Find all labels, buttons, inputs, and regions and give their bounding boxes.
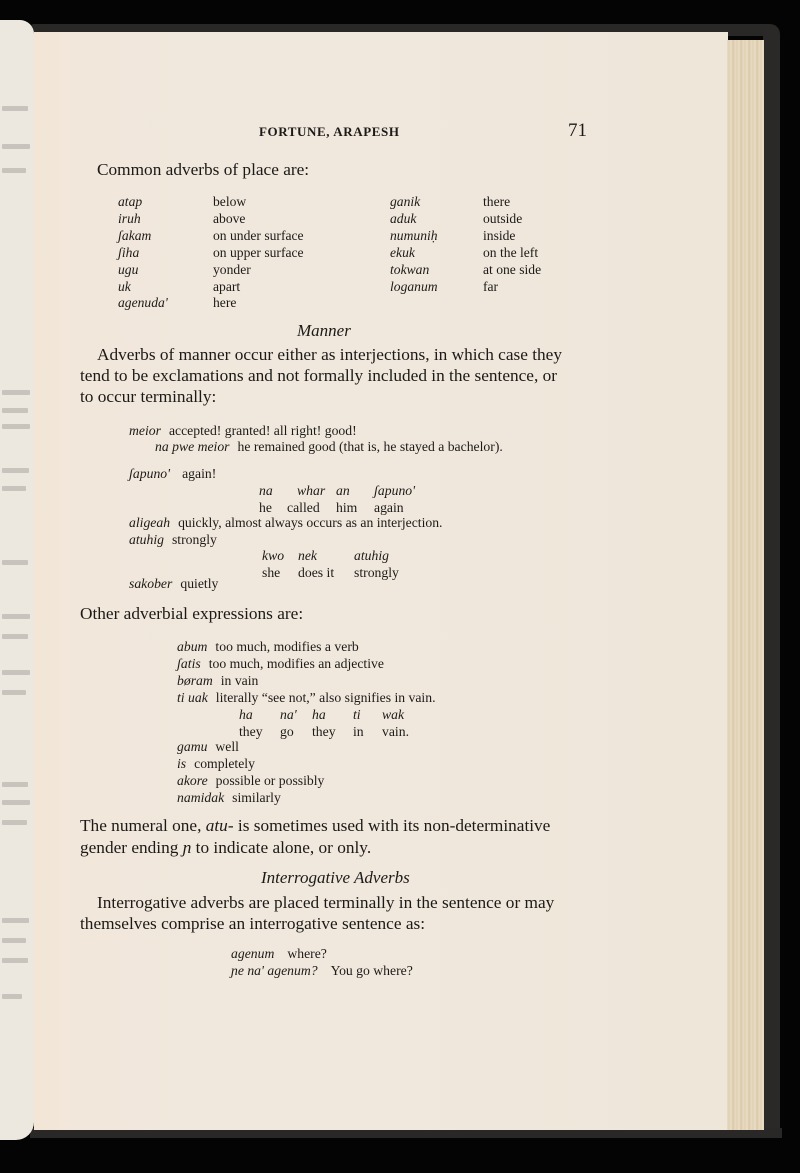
interlinear-gloss: called — [287, 500, 320, 515]
adverb-gloss: outside — [483, 210, 523, 226]
adverb-word: ugu — [118, 261, 139, 277]
interlinear-gloss: vain. — [382, 724, 409, 739]
manner-entry — [129, 514, 442, 531]
interlinear-word: na — [259, 483, 273, 498]
facing-page-text-fragment — [2, 486, 26, 491]
facing-page-text-fragment — [2, 560, 28, 565]
adverb-gloss: on under surface — [213, 227, 304, 243]
manner-gloss: accepted! granted! all right! good! — [168, 423, 357, 438]
interrogative-entry — [231, 962, 413, 979]
interlinear-word: ha — [239, 707, 253, 722]
facing-page-text-fragment — [2, 106, 28, 111]
adverb-gloss: there — [483, 194, 511, 209]
manner-entry — [155, 438, 503, 455]
adverb-gloss: apart — [213, 278, 241, 294]
manner-paragraph-line: Adverbs of manner occur either as interjections, in which case they — [97, 345, 562, 364]
adverb-word: ʃakam — [118, 227, 152, 243]
adverb-gloss: above — [213, 210, 246, 226]
manner-term: na pwe meior — [155, 439, 230, 454]
section-heading-interrogative: Interrogative Adverbs — [261, 868, 410, 887]
manner-term: atuhig — [129, 532, 164, 547]
interlinear-gloss: they — [312, 724, 336, 739]
facing-page-text-fragment — [2, 670, 30, 675]
facing-page-text-fragment — [2, 690, 26, 695]
interrogative-term: ɲe na' agenum? — [231, 963, 318, 978]
numeral-paragraph-line — [80, 815, 590, 836]
interrogative-entry — [231, 945, 327, 962]
adverb-gloss: yonder — [213, 261, 251, 277]
other-gloss: well — [215, 739, 239, 754]
manner-gloss: quietly — [180, 576, 219, 591]
section-heading-manner: Manner — [297, 321, 351, 340]
adverb-gloss: on the left — [483, 244, 539, 260]
interlinear-word: whar — [297, 483, 326, 498]
book-cover-right-edge — [763, 30, 780, 1138]
numeral-term: atu- — [205, 816, 234, 835]
adverb-gloss — [483, 295, 541, 312]
place-adverb-row — [118, 262, 541, 279]
numeral-text: gender ending — [80, 838, 183, 857]
other-term: børam — [177, 673, 213, 688]
interlinear-gloss: does it — [298, 565, 335, 580]
adverb-word: ganik — [390, 194, 421, 209]
adverb-word: uk — [118, 278, 131, 294]
interlinear-word: an — [336, 483, 350, 498]
facing-page-text-fragment — [2, 938, 26, 943]
interrogative-gloss: You go where? — [330, 963, 413, 978]
other-entry — [177, 672, 258, 689]
manner-gloss: he remained good (that is, he stayed a bachelor). — [237, 439, 503, 454]
interlinear-gloss: him — [336, 500, 358, 515]
adverb-word: iruh — [118, 210, 141, 226]
manner-paragraph-line: tend to be exclamations and not formally included in the sentence, or — [80, 366, 558, 385]
manner-term: meior — [129, 423, 161, 438]
facing-page-sliver — [0, 20, 34, 1140]
interlinear-word: kwo — [262, 548, 285, 563]
manner-term: sakober — [129, 576, 173, 591]
other-entry — [177, 755, 255, 772]
interlinear-gloss: they — [239, 724, 263, 739]
manner-gloss: again! — [182, 466, 217, 481]
interlinear-word: ha — [312, 707, 326, 722]
page-number: 71 — [568, 120, 587, 141]
facing-page-text-fragment — [2, 634, 28, 639]
other-entry — [177, 789, 281, 806]
interlinear-word: atuhig — [354, 548, 389, 563]
place-adverb-row — [118, 245, 541, 262]
other-term: ti uak — [177, 690, 208, 705]
interlinear-gloss: in — [353, 724, 364, 739]
other-gloss: completely — [194, 756, 255, 771]
numeral-term: ɲ — [182, 838, 192, 857]
adverb-word — [390, 295, 483, 312]
interlinear-word: wak — [382, 707, 405, 722]
adverb-gloss: below — [213, 194, 247, 209]
numeral-text: The numeral one, — [80, 816, 206, 835]
other-entry — [177, 772, 324, 789]
other-entry — [177, 689, 436, 706]
intro-other-adverbial: Other adverbial expressions are: — [80, 604, 304, 623]
facing-page-text-fragment — [2, 390, 30, 395]
manner-entry — [129, 531, 217, 548]
adverb-word: aduk — [390, 210, 417, 226]
manner-term: aligeah — [129, 515, 171, 530]
adverb-word: agenuda' — [118, 295, 168, 311]
manner-paragraph-line: to occur terminally: — [80, 387, 217, 406]
interlinear-gloss: she — [262, 565, 281, 580]
facing-page-text-fragment — [2, 144, 30, 149]
interlinear-gloss: again — [374, 500, 404, 515]
adverb-gloss: inside — [483, 227, 516, 243]
facing-page-text-fragment — [2, 408, 28, 413]
numeral-paragraph-line — [80, 837, 590, 858]
other-gloss: literally “see not,” also signifies in vain. — [215, 690, 436, 705]
place-adverb-row — [118, 194, 541, 211]
interlinear-word: na' — [280, 707, 297, 722]
other-term: abum — [177, 639, 208, 654]
numeral-text: to indicate alone, or only. — [191, 838, 372, 857]
other-term: ʃatis — [177, 656, 201, 671]
other-gloss: possible or possibly — [215, 773, 325, 788]
numeral-text: is sometimes used with its non-determinative — [233, 816, 551, 835]
other-gloss: in vain — [220, 673, 259, 688]
interrogative-term: agenum — [231, 946, 275, 961]
adverb-gloss: on upper surface — [213, 244, 304, 260]
adverb-gloss: far — [483, 278, 499, 294]
facing-page-text-fragment — [2, 994, 22, 999]
other-gloss: similarly — [232, 790, 281, 805]
running-head: FORTUNE, ARAPESH — [259, 124, 400, 139]
interlinear-word: ʃapuno' — [374, 483, 416, 498]
facing-page-text-fragment — [2, 782, 28, 787]
manner-gloss: quickly, almost always occurs as an interjection. — [178, 515, 443, 530]
facing-page-text-fragment — [2, 614, 30, 619]
facing-page-text-fragment — [2, 918, 29, 923]
other-gloss: too much, modifies an adjective — [208, 656, 384, 671]
adverb-gloss: here — [213, 295, 237, 311]
other-term: gamu — [177, 739, 208, 754]
manner-entry — [129, 465, 216, 482]
facing-page-text-fragment — [2, 168, 26, 173]
other-term: is — [177, 756, 187, 771]
other-entry — [177, 638, 359, 655]
manner-entry — [129, 575, 218, 592]
interlinear-gloss: go — [280, 724, 294, 739]
place-adverb-row — [118, 228, 541, 245]
other-entry — [177, 655, 384, 672]
interrogative-paragraph-line: themselves comprise an interrogative sentence as: — [80, 914, 426, 933]
adverb-word: ekuk — [390, 244, 415, 260]
place-adverb-row — [118, 279, 541, 296]
adverb-word: numuniḥ — [390, 227, 438, 243]
facing-page-text-fragment — [2, 468, 29, 473]
other-term: namidak — [177, 790, 225, 805]
interlinear-gloss: he — [259, 500, 272, 515]
facing-page-text-fragment — [2, 800, 30, 805]
page-block-edges — [727, 40, 764, 1130]
other-gloss: too much, modifies a verb — [215, 639, 359, 654]
interlinear-word: ti — [353, 707, 361, 722]
facing-page-text-fragment — [2, 424, 30, 429]
interrogative-gloss: where? — [287, 946, 327, 961]
other-term: akore — [177, 773, 208, 788]
adverb-word: tokwan — [390, 261, 430, 277]
interrogative-paragraph-line: Interrogative adverbs are placed terminally in the sentence or may — [97, 893, 555, 912]
adverb-word: ʃiha — [118, 244, 140, 260]
adverb-gloss: at one side — [483, 261, 542, 277]
other-entry — [177, 738, 239, 755]
manner-entry — [129, 422, 357, 439]
place-adverb-row — [118, 295, 541, 312]
place-adverbs-table — [118, 194, 541, 312]
place-adverb-row — [118, 211, 541, 228]
facing-page-text-fragment — [2, 820, 27, 825]
manner-term: ʃapuno' — [129, 466, 171, 481]
adverb-word: atap — [118, 194, 143, 209]
manner-gloss: strongly — [171, 532, 217, 547]
facing-page-text-fragment — [2, 958, 28, 963]
intro-place-adverbs: Common adverbs of place are: — [97, 160, 310, 179]
interlinear-gloss: strongly — [354, 565, 399, 580]
interlinear-word: nek — [298, 548, 317, 563]
adverb-word: loganum — [390, 278, 438, 294]
